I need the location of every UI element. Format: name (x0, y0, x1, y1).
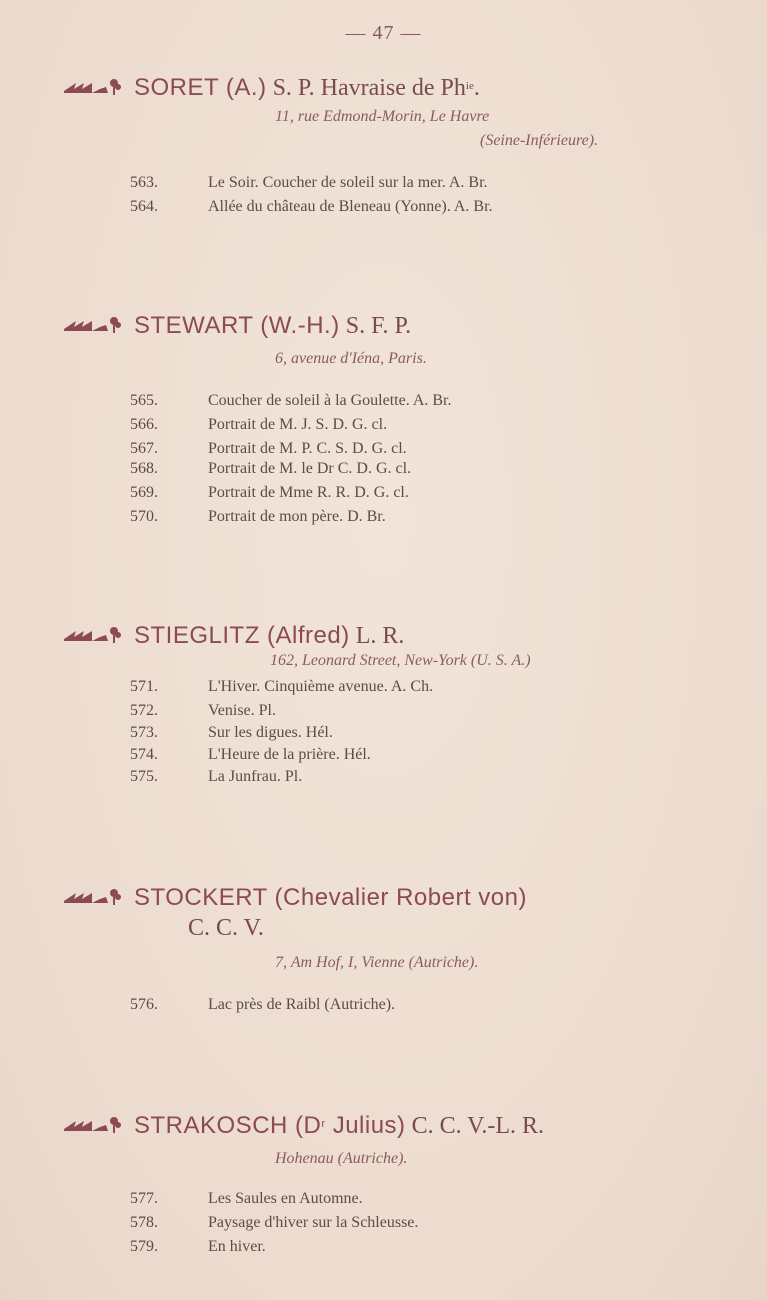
work-title: Portrait de M. P. C. S. D. G. cl. (208, 440, 407, 457)
society-label: C. C. V.-L. R. (411, 1113, 545, 1139)
work-title: Allée du château de Bleneau (Yonne). A. Br. (208, 198, 493, 215)
work-number: 572. (130, 702, 158, 719)
work-title: En hiver. (208, 1238, 266, 1255)
work-item (0, 460, 767, 484)
exhibitor-name: SORET (A.) (134, 74, 267, 101)
address-line: (Seine-Inférieure). (480, 132, 599, 149)
page-number: — 47 — (345, 22, 422, 44)
hand-ornament-icon (62, 1113, 124, 1135)
hand-ornament-icon (62, 75, 124, 97)
society-label: S. P. Havraise de $Ph^{ie}$. (272, 75, 480, 101)
work-title: Lac près de Raibl (Autriche). (208, 996, 396, 1013)
work-number: 576. (130, 996, 158, 1013)
work-item (0, 1238, 767, 1262)
entry-heading (62, 72, 480, 102)
society-label: C. C. V. (188, 915, 264, 941)
work-title: Portrait de M. le Dr C. D. G. cl. (208, 460, 412, 477)
work-title: Portrait de M. J. S. D. G. cl. (208, 416, 388, 433)
work-number: 574. (130, 746, 158, 763)
work-title: Coucher de soleil à la Goulette. A. Br. (208, 392, 452, 409)
work-item (0, 702, 767, 726)
hand-ornament-icon (62, 623, 124, 645)
address-line: 11, rue Edmond-Morin, Le Havre (275, 108, 490, 125)
work-number: 568. (130, 460, 158, 477)
work-number: 564. (130, 198, 158, 215)
entry-heading (62, 622, 404, 650)
work-item (0, 508, 767, 532)
entry-heading (62, 312, 411, 340)
work-number: 567. (130, 440, 158, 457)
exhibitor-name: STIEGLITZ (Alfred) (134, 622, 350, 649)
work-title: Portrait de Mme R. R. D. G. cl. (208, 484, 409, 501)
work-title: Les Saules en Automne. (208, 1190, 363, 1207)
exhibitor-name: STRAKOSCH ($D^r$ Julius) (134, 1112, 406, 1139)
work-number: 563. (130, 174, 158, 191)
address-line: 7, Am Hof, I, Vienne (Autriche). (275, 954, 479, 971)
address-line: Hohenau (Autriche). (275, 1150, 408, 1167)
work-number: 571. (130, 678, 158, 695)
exhibitor-name: STEWART (W.-H.) (134, 312, 340, 339)
work-number: 577. (130, 1190, 158, 1207)
work-item (0, 198, 767, 222)
work-number: 566. (130, 416, 158, 433)
work-number: 575. (130, 768, 158, 785)
exhibitor-name: STOCKERT (Chevalier Robert von) (134, 884, 527, 911)
work-item (0, 1214, 767, 1238)
address-line: 6, avenue d'Iéna, Paris. (275, 350, 427, 367)
work-title: La Junfrau. Pl. (208, 768, 303, 785)
work-title: Sur les digues. Hél. (208, 724, 333, 741)
entry-heading (62, 1110, 544, 1140)
work-title: Portrait de mon père. D. Br. (208, 508, 386, 525)
work-title: L'Hiver. Cinquième avenue. A. Ch. (208, 678, 434, 695)
work-number: 573. (130, 724, 158, 741)
work-item (0, 724, 767, 748)
address-line: 162, Leonard Street, New-York (U. S. A.) (270, 652, 531, 669)
work-item (0, 768, 767, 792)
work-title: Paysage d'hiver sur la Schleusse. (208, 1214, 419, 1231)
work-item (0, 996, 767, 1020)
work-item (0, 392, 767, 416)
work-item (0, 678, 767, 702)
society-label: S. F. P. (345, 313, 412, 339)
hand-ornament-icon (62, 885, 124, 907)
society-label: L. R. (355, 623, 405, 649)
work-item (0, 416, 767, 440)
work-number: 579. (130, 1238, 158, 1255)
work-item (0, 1190, 767, 1214)
entry-heading (62, 884, 702, 912)
work-number: 569. (130, 484, 158, 501)
work-title: Venise. Pl. (208, 702, 276, 719)
work-number: 570. (130, 508, 158, 525)
work-item (0, 746, 767, 770)
work-number: 578. (130, 1214, 158, 1231)
work-title: Le Soir. Coucher de soleil sur la mer. A. Br. (208, 174, 488, 191)
hand-ornament-icon (62, 313, 124, 335)
work-item (0, 484, 767, 508)
work-title: L'Heure de la prière. Hél. (208, 746, 371, 763)
work-item (0, 174, 767, 198)
work-number: 565. (130, 392, 158, 409)
